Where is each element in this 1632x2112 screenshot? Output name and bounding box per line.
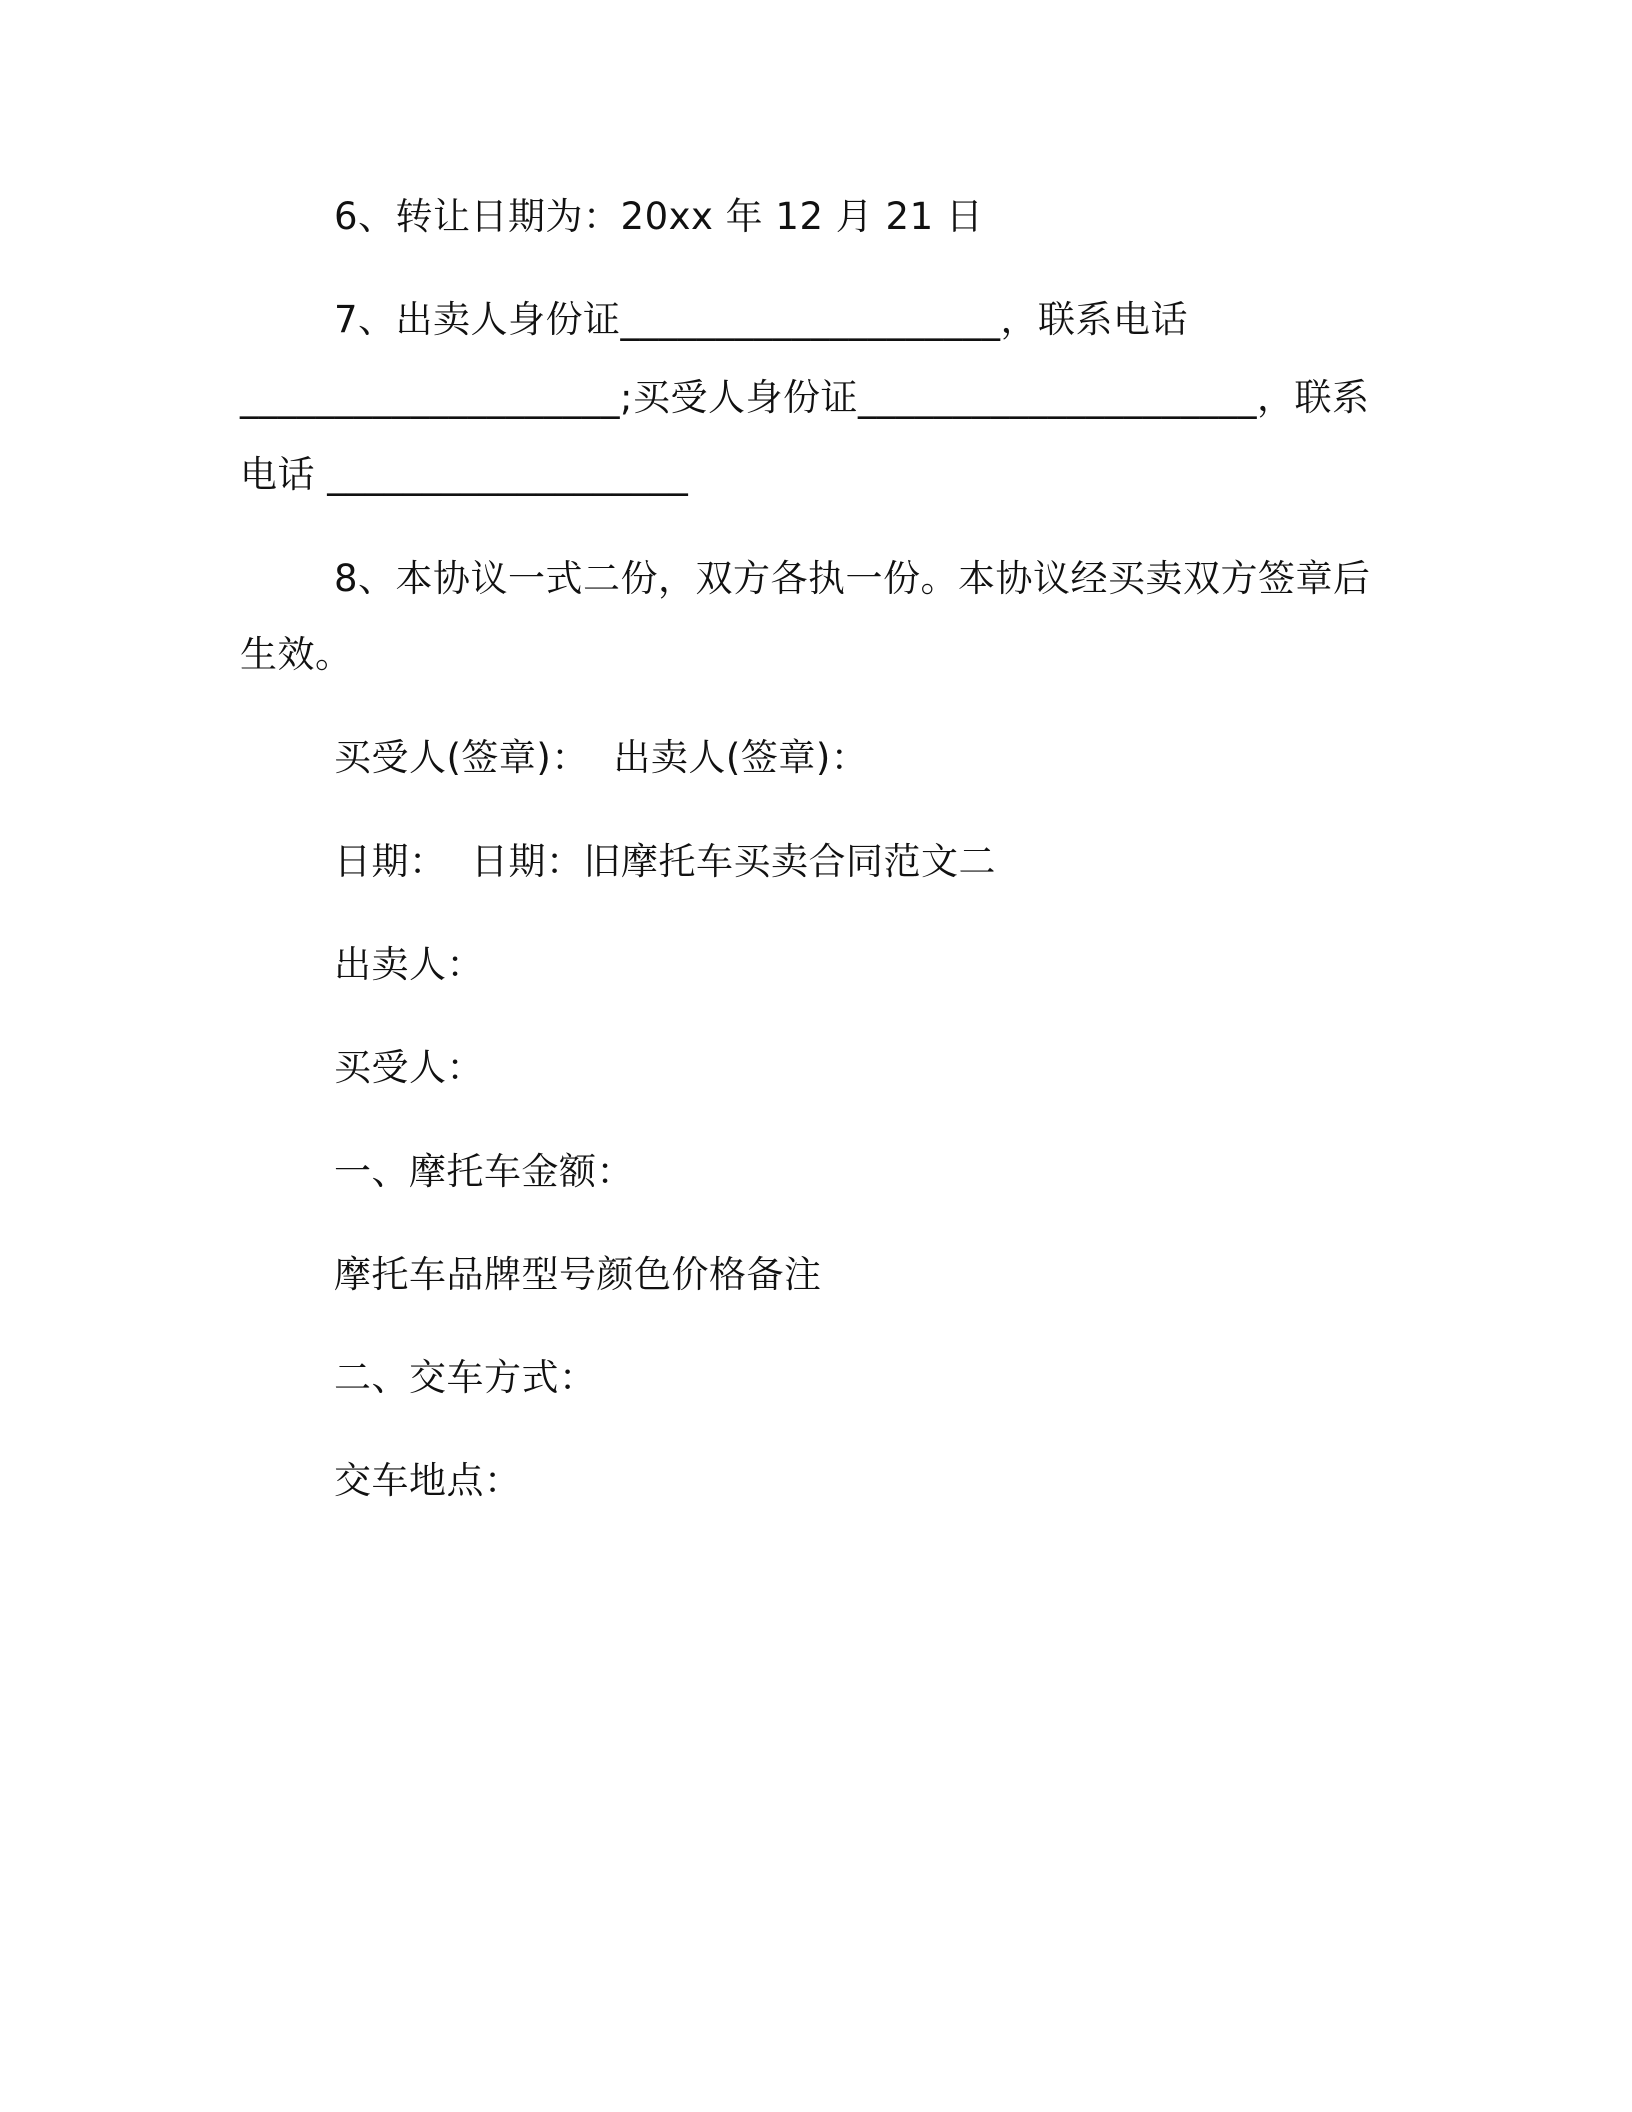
seller-label: 出卖人： (334, 943, 484, 986)
clause-8-copies: 8、本协议一式二份，双方各执一份。本协议经买卖双方签章后 (334, 557, 1371, 600)
section-1-amount: 一、摩托车金额： (334, 1150, 634, 1193)
clause-7-seller-id: 7、出卖人身份证____________________，联系电话 (334, 298, 1189, 341)
clause-7-buyer-phone: 电话 ___________________ (240, 453, 689, 496)
clause-6-transfer-date: 6、转让日期为：20xx 年 12 月 21 日 (334, 195, 984, 238)
clause-7-buyer-id: ____________________;买受人身份证_____________________，联系 (240, 376, 1370, 419)
buyer-label: 买受人： (334, 1046, 484, 1089)
date-line-and-title: 日期： 日期：旧摩托车买卖合同范文二 (334, 840, 997, 883)
section-2-delivery-method: 二、交车方式： (334, 1356, 597, 1399)
clause-8-effective: 生效。 (240, 633, 353, 676)
table-headers-line: 摩托车品牌型号颜色价格备注 (334, 1253, 822, 1296)
signature-line: 买受人(签章)： 出卖人(签章)： (334, 736, 869, 779)
delivery-location-label: 交车地点： (334, 1459, 522, 1502)
